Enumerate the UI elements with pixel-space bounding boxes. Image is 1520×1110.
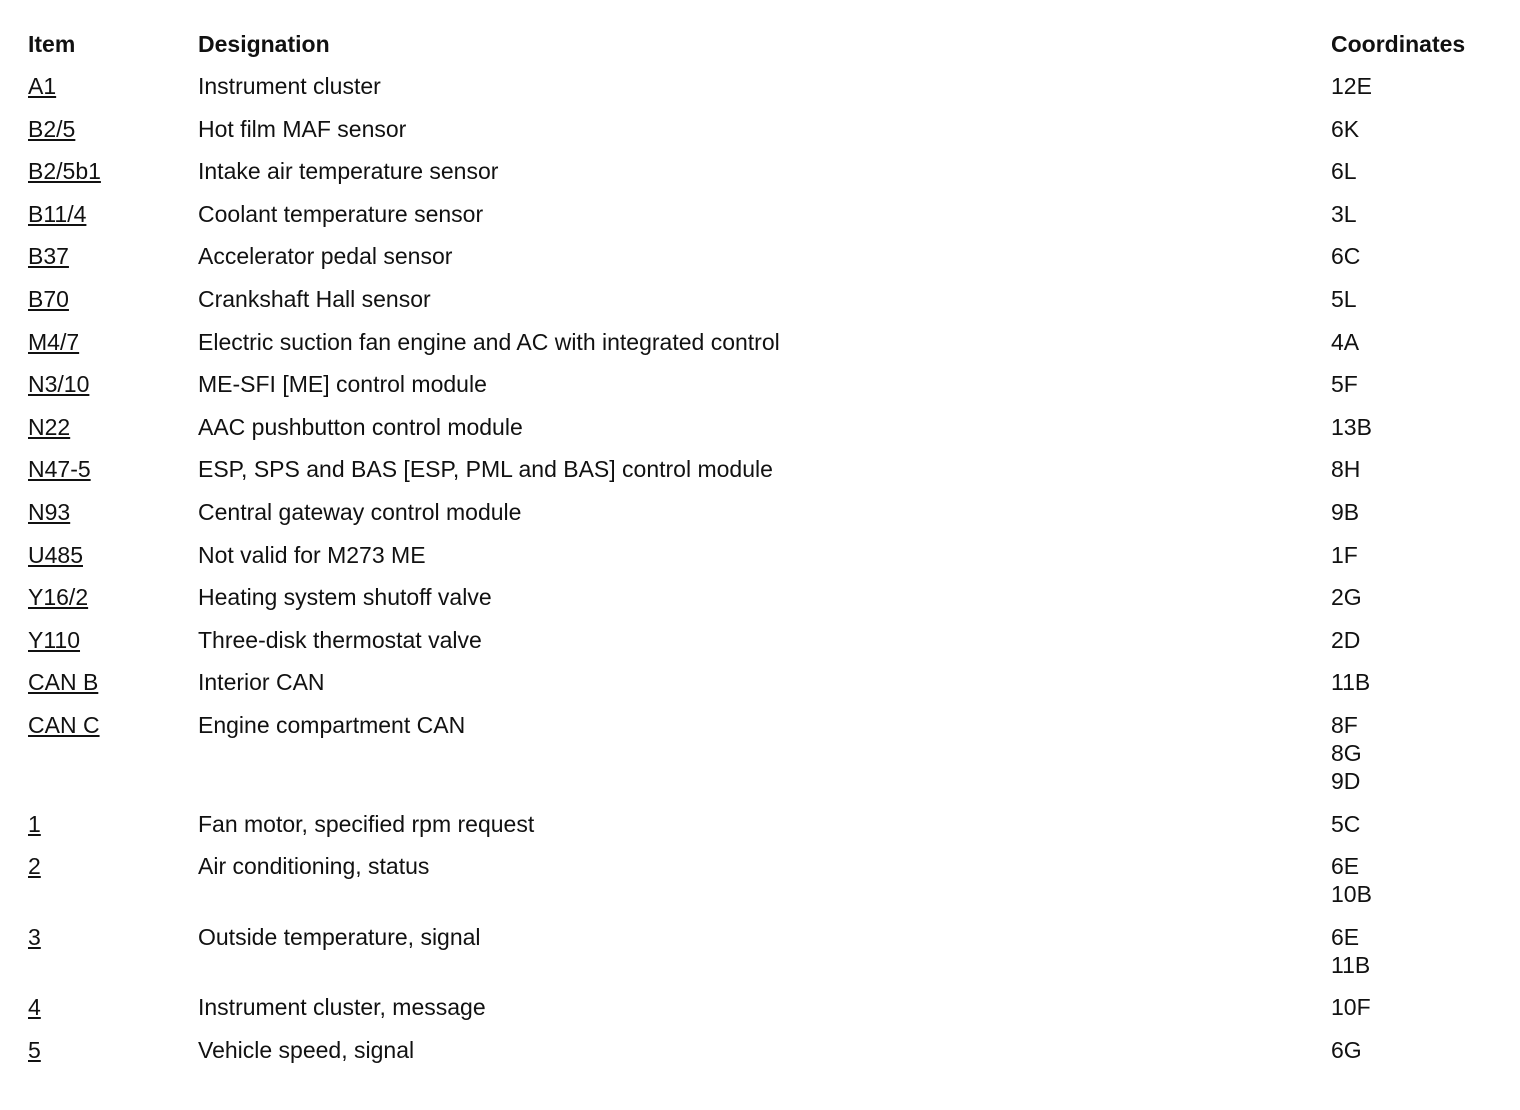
item-cell [28, 455, 198, 483]
designation-cell: Intake air temperature sensor [198, 158, 499, 185]
table-row [28, 668, 1498, 696]
designation-cell: Air conditioning, status [198, 853, 430, 880]
coordinates-cell [1331, 455, 1498, 483]
coordinates-cell [1331, 583, 1498, 611]
item-cell [28, 242, 198, 270]
item-cell [28, 1036, 198, 1064]
item-cell [28, 200, 198, 228]
designation-cell: Hot film MAF sensor [198, 115, 407, 142]
designation-cell: Instrument cluster, message [198, 994, 486, 1021]
coordinate-value: 5C [1331, 810, 1361, 837]
table-row [28, 923, 1498, 979]
coordinates-cell [1331, 541, 1498, 569]
item-cell [28, 498, 198, 526]
coordinate-value: 9B [1331, 498, 1360, 525]
item-link[interactable]: 5 [28, 1036, 41, 1063]
item-link[interactable]: B11/4 [28, 200, 87, 227]
coordinate-value: 12E [1331, 73, 1372, 99]
item-cell [28, 668, 198, 696]
coordinate-value: 8G [1331, 739, 1362, 766]
table-row [28, 242, 1498, 270]
item-link[interactable]: N22 [28, 413, 71, 440]
item-cell [28, 583, 198, 611]
item-cell [28, 328, 198, 356]
coordinate-value: 10F [1331, 994, 1371, 1021]
table-row [28, 200, 1498, 228]
item-cell [28, 810, 198, 838]
coordinates-cell [1331, 810, 1498, 838]
item-link[interactable]: CAN C [28, 711, 100, 738]
designation-cell: Accelerator pedal sensor [198, 243, 453, 270]
item-link[interactable]: N3/10 [28, 371, 90, 398]
table-row [28, 413, 1498, 441]
designation-cell: Outside temperature, signal [198, 923, 481, 950]
designation-cell: Three-disk thermostat valve [198, 626, 482, 653]
coordinates-cell [1331, 115, 1498, 143]
item-link[interactable]: U485 [28, 541, 83, 568]
coordinate-value: 11B [1331, 669, 1371, 696]
item-cell [28, 626, 198, 654]
coordinates-cell [1331, 993, 1498, 1021]
item-link[interactable]: N93 [28, 498, 71, 525]
coordinates-cell [1331, 711, 1498, 795]
coordinates-cell [1331, 285, 1498, 313]
coordinate-value: 5L [1331, 285, 1357, 312]
coordinates-cell [1331, 72, 1498, 100]
table-row [28, 810, 1498, 838]
item-link[interactable]: Y110 [28, 626, 81, 653]
coordinate-value: 4A [1331, 328, 1360, 355]
coordinates-cell [1331, 498, 1498, 526]
coordinate-value: 6L [1331, 158, 1357, 185]
table-row [28, 370, 1498, 398]
item-link[interactable]: B37 [28, 243, 69, 270]
item-cell [28, 285, 198, 313]
designation-cell: Electric suction fan engine and AC with integrated control [198, 328, 780, 355]
coordinate-value: 2G [1331, 584, 1362, 611]
coordinate-value: 6G [1331, 1036, 1362, 1063]
table-row [28, 455, 1498, 483]
coordinates-cell [1331, 852, 1498, 908]
item-link[interactable]: Y16/2 [28, 584, 89, 611]
table-row [28, 115, 1498, 143]
item-link[interactable]: B2/5b1 [28, 158, 101, 185]
item-link[interactable]: 4 [28, 994, 41, 1021]
coordinate-value: 6E [1331, 853, 1360, 880]
coordinates-column-header: Coordinates [1331, 31, 1466, 57]
item-link[interactable]: M4/7 [28, 328, 80, 355]
coordinate-value: 8F [1331, 711, 1358, 738]
table-row [28, 285, 1498, 313]
designation-column-header: Designation [198, 31, 330, 57]
designation-cell: Engine compartment CAN [198, 711, 466, 738]
coordinates-cell [1331, 413, 1498, 441]
item-cell [28, 711, 198, 739]
table-row [28, 498, 1498, 526]
coordinate-value: 3L [1331, 200, 1357, 227]
component-legend-table [28, 30, 1498, 1078]
designation-cell: ME-SFI [ME] control module [198, 371, 487, 398]
table-row [28, 1036, 1498, 1064]
coordinates-cell [1331, 1036, 1498, 1064]
coordinates-cell [1331, 200, 1498, 228]
coordinate-value: 10B [1331, 881, 1372, 908]
designation-cell: Heating system shutoff valve [198, 584, 492, 611]
item-column-header: Item [28, 31, 76, 57]
coordinate-value: 5F [1331, 371, 1358, 398]
coordinates-cell [1331, 370, 1498, 398]
item-cell [28, 923, 198, 951]
item-link[interactable]: 1 [28, 810, 41, 837]
item-link[interactable]: 3 [28, 923, 41, 950]
table-row [28, 157, 1498, 185]
designation-cell: Coolant temperature sensor [198, 200, 484, 227]
coordinate-value: 6C [1331, 243, 1361, 270]
table-row [28, 583, 1498, 611]
coordinate-value: 1F [1331, 541, 1358, 568]
designation-cell: Interior CAN [198, 669, 325, 696]
designation-cell: Not valid for M273 ME [198, 541, 426, 568]
table-row [28, 711, 1498, 795]
coordinate-value: 13B [1331, 413, 1372, 440]
coordinates-cell [1331, 923, 1498, 979]
designation-cell: Fan motor, specified rpm request [198, 810, 535, 837]
table-row [28, 852, 1498, 908]
item-cell [28, 115, 198, 143]
coordinate-value: 6K [1331, 115, 1360, 142]
coordinates-cell [1331, 242, 1498, 270]
coordinate-value: 6E [1331, 923, 1360, 950]
item-link[interactable]: 2 [28, 853, 41, 880]
table-header-row [28, 30, 1498, 58]
coordinate-value: 2D [1331, 626, 1361, 653]
item-cell [28, 370, 198, 398]
table-row [28, 626, 1498, 654]
table-row [28, 72, 1498, 100]
coordinate-value: 8H [1331, 456, 1361, 483]
table-row [28, 541, 1498, 569]
coordinates-cell [1331, 626, 1498, 654]
item-cell [28, 541, 198, 569]
designation-cell: Instrument cluster [198, 73, 381, 99]
coordinates-cell [1331, 157, 1498, 185]
coordinates-cell [1331, 328, 1498, 356]
coordinate-value: 11B [1331, 951, 1371, 978]
designation-cell: ESP, SPS and BAS [ESP, PML and BAS] control module [198, 456, 773, 483]
item-link[interactable]: N47-5 [28, 456, 91, 483]
designation-cell: Central gateway control module [198, 498, 522, 525]
table-row [28, 328, 1498, 356]
designation-cell: Vehicle speed, signal [198, 1036, 415, 1063]
item-link[interactable]: A1 [28, 73, 57, 99]
item-cell [28, 993, 198, 1021]
item-cell [28, 413, 198, 441]
item-link[interactable]: B70 [28, 285, 69, 312]
item-cell [28, 72, 198, 100]
designation-cell: AAC pushbutton control module [198, 413, 523, 440]
coordinate-value: 9D [1331, 767, 1361, 794]
item-cell [28, 852, 198, 880]
item-link[interactable]: B2/5 [28, 115, 76, 142]
item-cell [28, 157, 198, 185]
designation-cell: Crankshaft Hall sensor [198, 285, 431, 312]
item-link[interactable]: CAN B [28, 669, 99, 696]
coordinates-cell [1331, 668, 1498, 696]
table-body [28, 72, 1498, 1064]
table-row [28, 993, 1498, 1021]
